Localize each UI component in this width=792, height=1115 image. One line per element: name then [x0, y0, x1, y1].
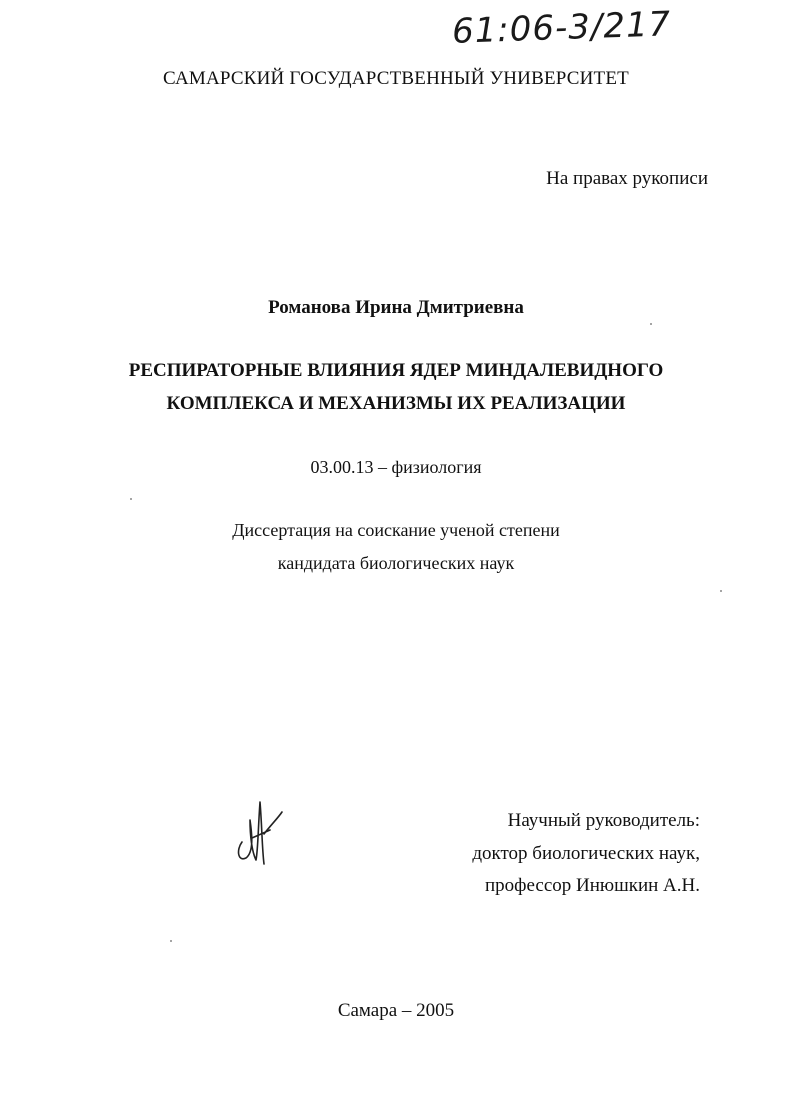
- handwritten-signature: [228, 790, 288, 870]
- catalog-number: 61:06-3/217: [451, 4, 672, 52]
- university-name: САМАРСКИЙ ГОСУДАРСТВЕННЫЙ УНИВЕРСИТЕТ: [163, 68, 629, 89]
- degree-line-2: кандидата биологических наук: [277, 553, 515, 573]
- specialty-code: 03.00.13 – физиология: [310, 457, 482, 477]
- supervisor-degree: доктор биологических наук,: [472, 843, 700, 864]
- author-name: Романова Ирина Дмитриевна: [268, 297, 524, 318]
- supervisor-label: Научный руководитель:: [507, 810, 700, 831]
- thesis-title-line-2: КОМПЛЕКСА И МЕХАНИЗМЫ ИХ РЕАЛИЗАЦИИ: [166, 393, 626, 414]
- supervisor-name: профессор Инюшкин А.Н.: [485, 875, 700, 896]
- thesis-title-line-1: РЕСПИРАТОРНЫЕ ВЛИЯНИЯ ЯДЕР МИНДАЛЕВИДНОГО: [128, 360, 664, 381]
- degree-line-1: Диссертация на соискание ученой степени: [232, 520, 560, 540]
- city-year: Самара – 2005: [337, 1000, 455, 1021]
- rights-notice: На правах рукописи: [546, 168, 708, 189]
